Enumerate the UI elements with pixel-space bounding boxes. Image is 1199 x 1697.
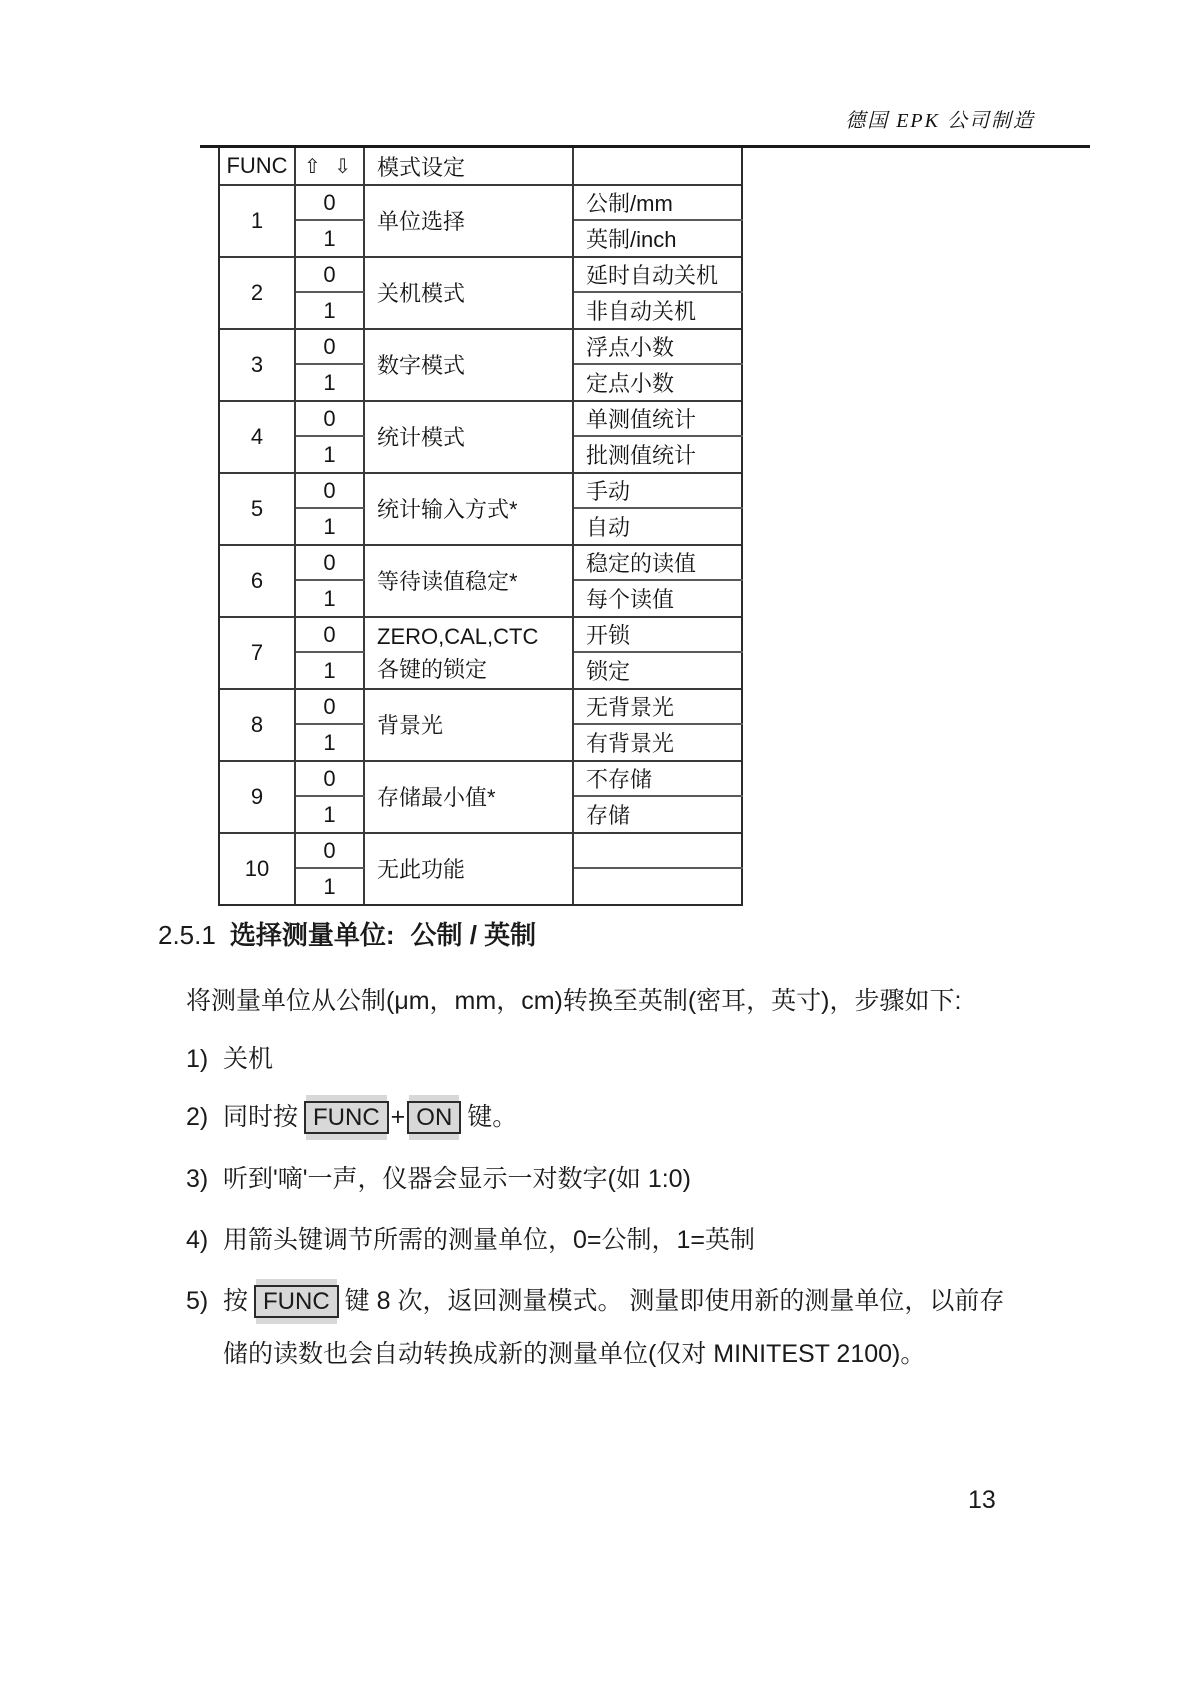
table-row xyxy=(220,616,741,688)
func-number-cell: 1 xyxy=(220,186,296,256)
value-1-cell: 锁定 xyxy=(586,659,631,684)
intro-paragraph: 将测量单位从公制(μm，mm，cm)转换至英制(密耳，英寸)，步骤如下: xyxy=(186,987,962,1015)
step-1 xyxy=(186,1042,273,1076)
step-number: 5) xyxy=(186,1287,209,1315)
value-0-cell: 开锁 xyxy=(574,618,743,653)
mode-name-cell: 统计输入方式* xyxy=(365,474,574,544)
mode-name-cell: 背景光 xyxy=(365,690,574,760)
table-row xyxy=(220,688,741,760)
step-number: 1) xyxy=(186,1045,209,1073)
value-1-cell: 定点小数 xyxy=(586,371,675,396)
step-text xyxy=(223,1100,517,1134)
arrow-0-cell: 0 xyxy=(296,402,365,437)
func-number-cell: 2 xyxy=(220,258,296,328)
arrow-0-cell: 0 xyxy=(296,258,365,293)
table-header-row xyxy=(220,148,741,184)
arrow-1-cell: 1 xyxy=(296,221,365,256)
func-number-cell: 5 xyxy=(220,474,296,544)
arrow-1-cell: 1 xyxy=(296,509,365,544)
mode-name-cell: 存储最小值* xyxy=(365,762,574,832)
mode-name-cell: 单位选择 xyxy=(365,186,574,256)
up-down-arrow-icons: ⇧ ⇩ xyxy=(296,148,365,184)
step-3 xyxy=(186,1162,691,1196)
func-number-cell: 8 xyxy=(220,690,296,760)
table-row xyxy=(220,472,741,544)
function-settings-table xyxy=(218,148,743,906)
step-4 xyxy=(186,1223,755,1257)
value-0-cell: 不存储 xyxy=(574,762,743,797)
step-text-line2: 储的读数也会自动转换成新的测量单位(仅对 MINITEST 2100)。 xyxy=(223,1340,926,1368)
mode-name-cell: 无此功能 xyxy=(365,834,574,904)
value-1-cell xyxy=(574,869,743,904)
value-0-cell: 延时自动关机 xyxy=(574,258,743,293)
arrow-0-cell: 0 xyxy=(296,186,365,221)
table-row xyxy=(220,544,741,616)
step-text: 关机 xyxy=(223,1045,274,1073)
value-0-cell: 单测值统计 xyxy=(574,402,743,437)
step-text-pre: 按 xyxy=(223,1287,249,1315)
arrow-1-cell: 1 xyxy=(296,365,365,400)
header-mode-label: 模式设定 xyxy=(365,148,574,184)
func-number-cell: 9 xyxy=(220,762,296,832)
step-text: 听到'嘀'一声，仪器会显示一对数字(如 1:0) xyxy=(223,1165,691,1193)
page-header-manufacturer: 德国 EPK 公司制造 xyxy=(845,110,1035,132)
step-5 xyxy=(186,1284,1086,1371)
value-0-cell: 浮点小数 xyxy=(574,330,743,365)
table-row xyxy=(220,328,741,400)
value-1-cell: 英制/inch xyxy=(586,227,677,252)
page-number: 13 xyxy=(968,1486,996,1514)
step-number: 2) xyxy=(186,1103,209,1131)
table-row xyxy=(220,256,741,328)
func-number-cell: 7 xyxy=(220,618,296,688)
step-number: 3) xyxy=(186,1165,209,1193)
step-text: 用箭头键调节所需的测量单位，0=公制，1=英制 xyxy=(223,1226,756,1254)
value-1-cell: 存储 xyxy=(586,803,631,828)
mode-name-cell: 统计模式 xyxy=(365,402,574,472)
step-number: 4) xyxy=(186,1226,209,1254)
value-0-cell: 无背景光 xyxy=(574,690,743,725)
table-row xyxy=(220,184,741,256)
func-key-label: FUNC xyxy=(254,1285,339,1318)
table-row xyxy=(220,760,741,832)
func-number-cell: 6 xyxy=(220,546,296,616)
arrow-1-cell: 1 xyxy=(296,581,365,616)
step-text-line1: 键 8 次，返回测量模式。 测量即使用新的测量单位，以前存 xyxy=(344,1287,1005,1315)
arrow-0-cell: 0 xyxy=(296,330,365,365)
arrow-1-cell: 1 xyxy=(296,437,365,472)
func-key-label: FUNC xyxy=(304,1101,389,1134)
arrow-1-cell: 1 xyxy=(296,725,365,760)
value-1-cell: 批测值统计 xyxy=(586,443,697,468)
mode-name-cell: 数字模式 xyxy=(365,330,574,400)
table-body xyxy=(220,184,741,904)
section-title: 选择测量单位: xyxy=(229,920,395,950)
step-2 xyxy=(186,1100,517,1134)
step-text xyxy=(223,1284,1086,1371)
plus-sign: + xyxy=(390,1103,406,1131)
arrow-0-cell: 0 xyxy=(296,546,365,581)
arrow-0-cell: 0 xyxy=(296,762,365,797)
mode-name-cell: 等待读值稳定* xyxy=(365,546,574,616)
section-subtitle: 公制 / 英制 xyxy=(410,920,537,950)
value-1-cell: 自动 xyxy=(586,515,631,540)
value-0-cell: 公制/mm xyxy=(574,186,743,221)
on-key-label: ON xyxy=(407,1101,461,1134)
value-1-cell: 有背景光 xyxy=(586,731,675,756)
func-number-cell: 10 xyxy=(220,834,296,904)
step-text-post: 键。 xyxy=(467,1103,518,1131)
mode-name-cell: ZERO,CAL,CTC 各键的锁定 xyxy=(365,618,574,688)
arrow-1-cell: 1 xyxy=(296,653,365,688)
arrow-1-cell: 1 xyxy=(296,797,365,832)
table-row xyxy=(220,832,741,904)
arrow-1-cell: 1 xyxy=(296,869,365,904)
section-heading xyxy=(158,918,536,952)
func-number-cell: 3 xyxy=(220,330,296,400)
header-value-label xyxy=(574,148,743,184)
arrow-1-cell: 1 xyxy=(296,293,365,328)
func-number-cell: 4 xyxy=(220,402,296,472)
arrow-0-cell: 0 xyxy=(296,834,365,869)
value-1-cell: 每个读值 xyxy=(586,587,675,612)
header-func-label: FUNC xyxy=(220,148,296,184)
arrow-0-cell: 0 xyxy=(296,474,365,509)
mode-name-cell: 关机模式 xyxy=(365,258,574,328)
arrow-0-cell: 0 xyxy=(296,690,365,725)
arrow-0-cell: 0 xyxy=(296,618,365,653)
value-0-cell: 手动 xyxy=(574,474,743,509)
value-1-cell: 非自动关机 xyxy=(586,299,697,324)
value-0-cell xyxy=(574,834,743,869)
value-0-cell: 稳定的读值 xyxy=(574,546,743,581)
step-text-pre: 同时按 xyxy=(223,1103,299,1131)
section-number: 2.5.1 xyxy=(158,920,216,950)
table-row xyxy=(220,400,741,472)
